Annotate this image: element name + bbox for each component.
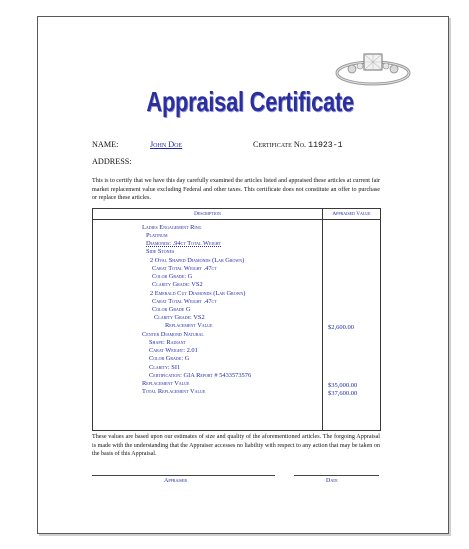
table-row: Clarity Grade: VS2 — [154, 314, 205, 321]
appraiser-label: Appraiser — [164, 478, 188, 484]
column-header-description: Description — [93, 209, 323, 220]
disclaimer-paragraph: These values are based upon our estimates of size and quality of the aforementioned articles. The forgoing Appraisal is made with the understanding that the Appraiser accesses no liability with respect to any action that may be taken on the basis of this Appraisal. — [92, 434, 380, 458]
table-row: Replacement Value — [142, 380, 190, 387]
table-row: Carat Total Weight .47ct — [152, 298, 217, 305]
table-row: 2 Emerald Cut Diamonds (Lab Grown) — [150, 290, 246, 297]
intro-paragraph: This is to certify that we have this day carefully examined the articles listed and appraised these articles at current fair market replacement value excluding Federal and other taxes. This certificate does not constitute an offer to purchase or replace these articles. — [92, 178, 380, 202]
name-label: NAME: — [92, 140, 119, 149]
table-row: Color Grade: G — [152, 273, 193, 280]
page-title: Appraisal Certificate — [146, 86, 354, 117]
table-row: Color Grade: G — [149, 355, 190, 362]
ring-image — [330, 46, 416, 90]
table-row: Diamonds: .94ct Total Weight — [146, 240, 221, 247]
table-row: Color Grade G — [152, 306, 191, 313]
table-row: Replacement Value — [165, 322, 213, 329]
certificate-number: 11923-1 — [308, 141, 343, 150]
appraisal-table — [92, 208, 381, 431]
table-row: Side Stones — [146, 248, 175, 255]
table-row: Shape: Radiant — [149, 339, 186, 346]
column-divider — [322, 219, 323, 430]
table-row: Clarity Grade: VS2 — [152, 281, 203, 288]
table-row: Ladies Engagement Ring — [142, 224, 202, 231]
table-row: Platinum — [146, 232, 168, 239]
address-label: ADDRESS: — [92, 157, 132, 166]
table-row: Certification: GIA Report # 5433573576 — [149, 372, 252, 379]
table-row: 2 Oval Shaped Diamonds (Lab Grown) — [150, 257, 245, 264]
appraiser-signature-line — [92, 475, 275, 476]
table-row: Center Diamond Natural — [142, 331, 204, 338]
table-row: Carat Total Weight .47ct — [152, 265, 217, 272]
name-value: John Doe — [150, 140, 183, 149]
date-label: Date — [326, 478, 338, 484]
certificate-label: Certificate No. — [253, 140, 307, 149]
table-row: Total Replacement Value — [142, 388, 206, 395]
date-signature-line — [294, 475, 379, 476]
certificate-number-row — [253, 140, 343, 150]
table-row: Clarity: SI1 — [149, 364, 181, 371]
value-cell: $37,600.00 — [328, 390, 358, 397]
value-cell: $2,600.00 — [328, 324, 354, 331]
table-row: Carat Weight: 2.01 — [149, 347, 198, 354]
value-cell: $35,000.00 — [328, 382, 358, 389]
column-header-value: Appraised Value — [323, 209, 380, 220]
